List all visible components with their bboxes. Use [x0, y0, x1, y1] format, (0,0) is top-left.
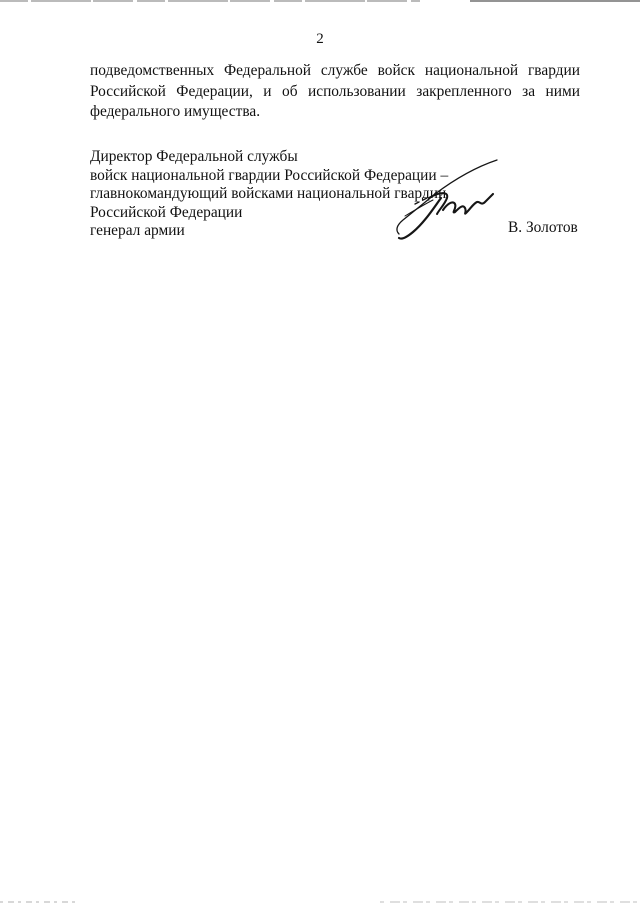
paragraph [90, 61, 580, 123]
signer-position-line: Российской Федерации [90, 203, 243, 221]
handwritten-signature [385, 158, 500, 243]
scan-edge-top [0, 0, 640, 4]
signer-position-line: генерал армии [90, 222, 185, 239]
paragraph-line: Российской Федерации, и об использовании закрепленного за ними [90, 82, 580, 100]
signer-position-line: главнокомандующий войсками национальной гвардии [90, 185, 447, 202]
signer-position-line: Директор Федеральной службы [90, 148, 298, 165]
signer-position-line: войск национальной гвардии Российской Федерации – [90, 166, 449, 184]
paragraph-line: подведомственных Федеральной службе войск национальной гвардии [90, 62, 580, 79]
page-number: 2 [316, 31, 324, 47]
signer-name: В. Золотов [508, 219, 578, 236]
paragraph-line: федерального имущества. [90, 103, 261, 120]
signature-position-block [90, 148, 580, 241]
scan-edge-bottom [0, 899, 640, 905]
